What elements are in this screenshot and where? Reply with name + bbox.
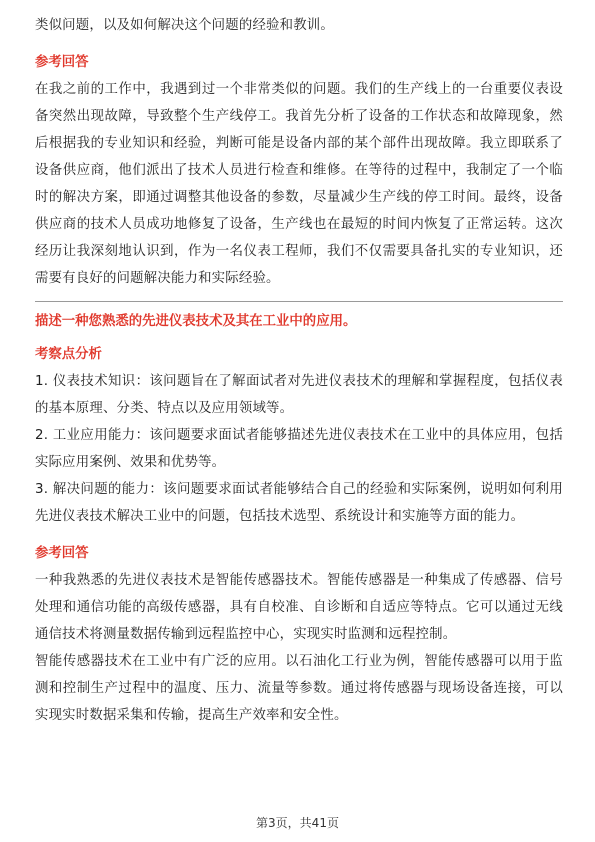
section-divider <box>35 301 563 302</box>
answer-paragraph-2: 智能传感器技术在工业中有广泛的应用。以石油化工行业为例，智能传感器可以用于监测和控制生产过程中的温度、压力、流量等参数。通过将传感器与现场设备连接，可以实现实时数据采集和传输，提高生产效率和安全性。 <box>35 654 563 723</box>
analysis-point-1: 1. 仪表技术知识：该问题旨在了解面试者对先进仪表技术的理解和掌握程度，包括仪表的基本原理、分类、特点以及应用领域等。 <box>35 374 563 416</box>
page-number: 第3页，共41页 <box>256 816 339 830</box>
document-page <box>35 12 563 729</box>
analysis-label: 考察点分析 <box>35 347 102 362</box>
analysis-point-3: 3. 解决问题的能力：该问题要求面试者能够结合自己的经验和实际案例，说明如何利用先进仪表技术解决工业中的问题，包括技术选型、系统设计和实施等方面的能力。 <box>35 482 563 524</box>
question-title: 描述一种您熟悉的先进仪表技术及其在工业中的应用。 <box>35 314 357 329</box>
answer-paragraph-1: 一种我熟悉的先进仪表技术是智能传感器技术。智能传感器是一种集成了传感器、信号处理和通信功能的高级传感器，具有自校准、自诊断和自适应等特点。它可以通过无线通信技术将测量数据传输到远程监控中心，实现实时监测和远程控制。 <box>35 573 563 642</box>
reference-answer-text: 在我之前的工作中，我遇到过一个非常类似的问题。我们的生产线上的一台重要仪表设备突然出现故障，导致整个生产线停工。我首先分析了设备的工作状态和故障现象，然后根据我的专业知识和经验，判断可能是设备内部的某个部件出现故障。我立即联系了设备供应商，他们派出了技术人员进行检查和维修。在等待的过程中，我制定了一个临时的解决方案，即通过调整其他设备的参数，尽量减少生产线的停工时间。最终，设备供应商的技术人员成功地修复了设备，生产线也在最短的时间内恢复了正常运转。这次经历让我深刻地认识到，作为一名仪表工程师，我们不仅需要具备扎实的专业知识，还需要有良好的问题解决能力和实际经验。 <box>35 82 563 286</box>
reference-answer-label: 参考回答 <box>35 55 89 70</box>
analysis-point-2: 2. 工业应用能力：该问题要求面试者能够描述先进仪表技术在工业中的具体应用，包括实际应用案例、效果和优势等。 <box>35 428 563 470</box>
reference-answer-label-2: 参考回答 <box>35 546 89 561</box>
continued-question-text: 类似问题，以及如何解决这个问题的经验和教训。 <box>35 18 334 33</box>
